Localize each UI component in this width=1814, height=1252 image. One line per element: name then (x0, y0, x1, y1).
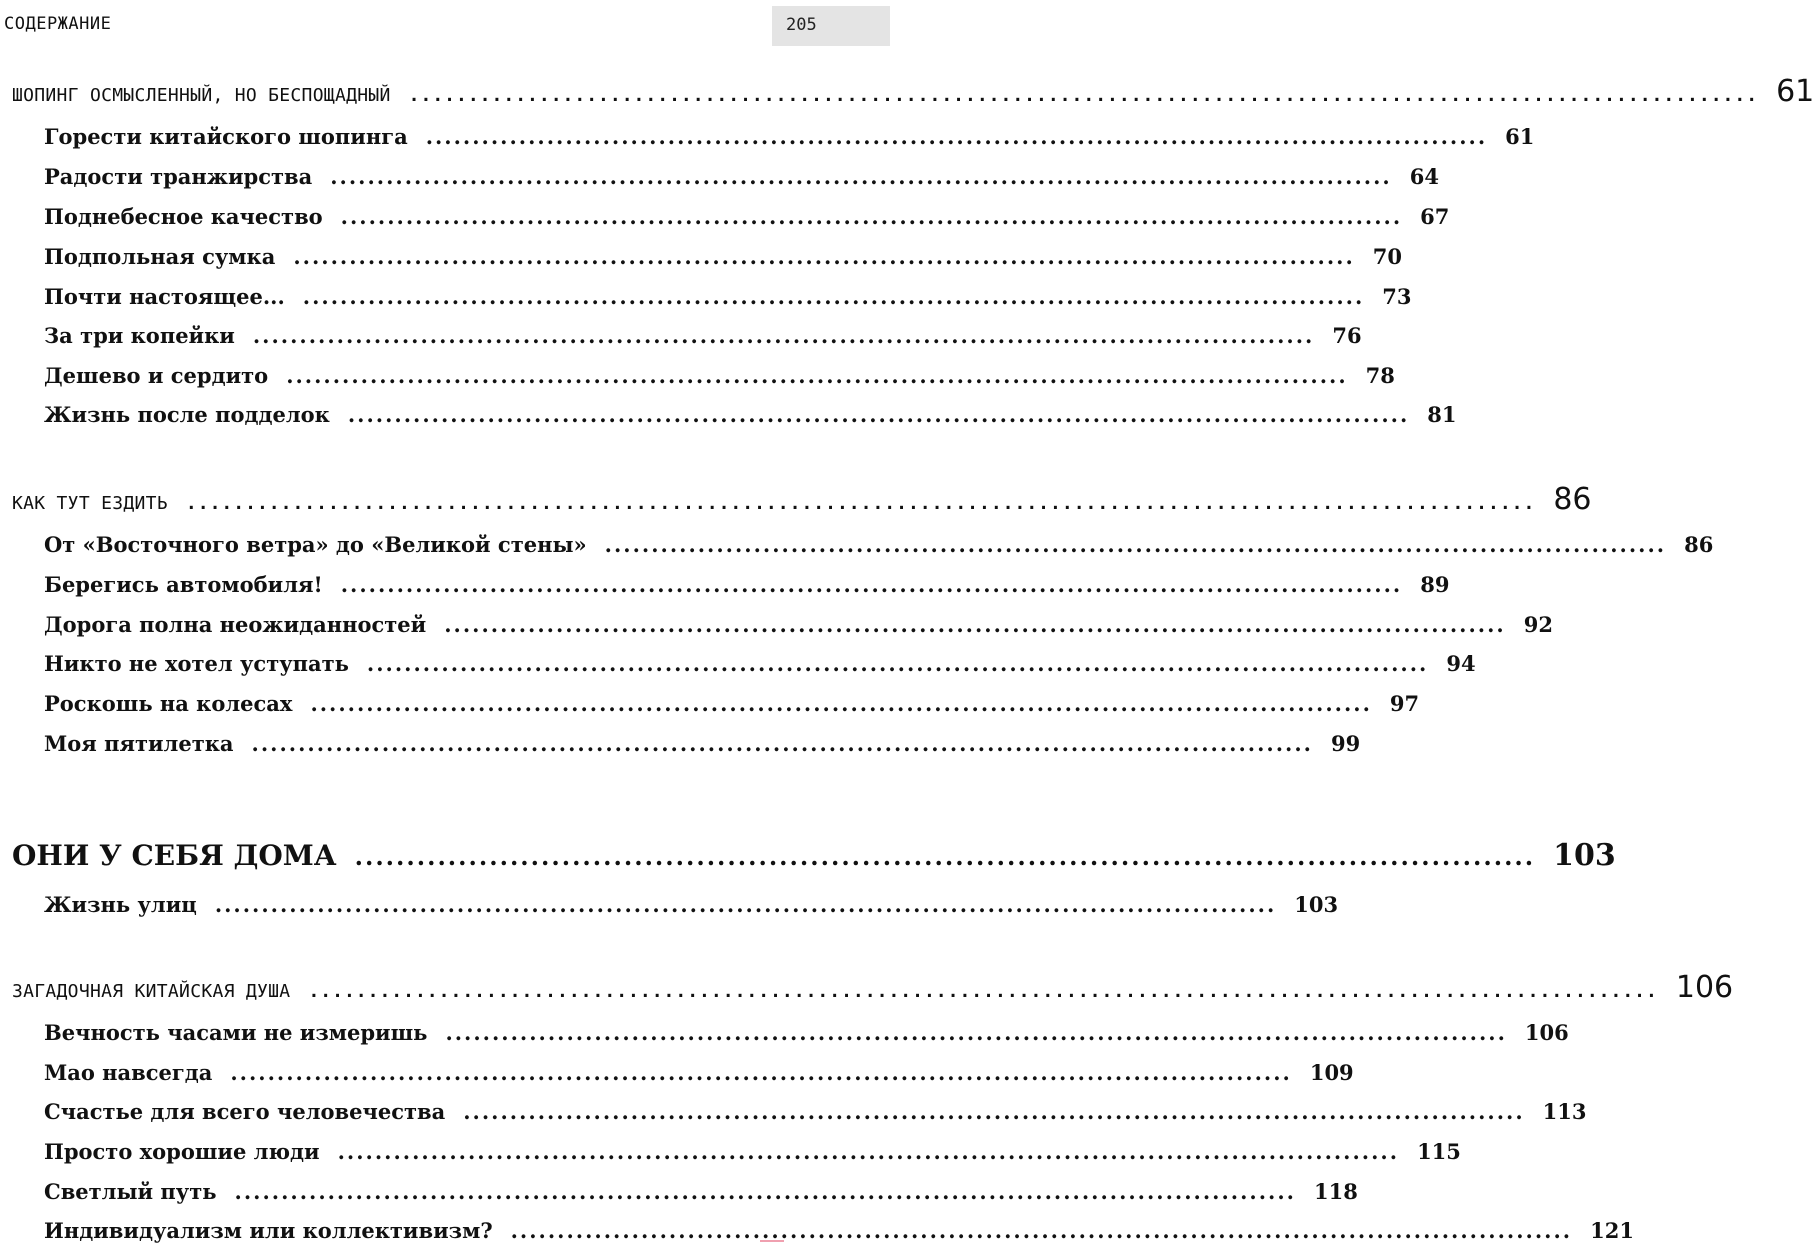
toc-entry-title: Горести китайского шопинга (44, 124, 408, 149)
dot-leader: .................................................................................................................. (463, 1099, 1525, 1124)
dot-leader: .................................................................................................................. (337, 1139, 1400, 1164)
dot-leader: .................................................................................................................. (252, 323, 1315, 348)
toc-entry[interactable] (44, 731, 1361, 765)
toc-entry-page: 97 (1389, 691, 1420, 716)
toc-entry-title: Дешево и сердито (44, 363, 269, 388)
dot-leader: .................................................................................................................. (293, 244, 1355, 269)
toc-section-title: ОНИ У СЕБЯ ДОМА (12, 839, 337, 872)
toc-entry-page: 113 (1542, 1099, 1587, 1124)
toc-section-shopping[interactable] (12, 74, 1814, 114)
toc-entry-title: Подпольная сумка (44, 244, 276, 269)
page-number-box (772, 6, 890, 46)
dot-leader: .................................................................................................................. (445, 1020, 1507, 1045)
toc-entry-title: Роскошь на колесах (44, 691, 293, 716)
toc-entry-title: Моя пятилетка (44, 731, 234, 756)
dot-leader: .................................................................................................................. (604, 532, 1667, 557)
toc-entry[interactable] (44, 124, 1535, 158)
toc-entry-page: 109 (1309, 1060, 1354, 1085)
toc-entry-page: 64 (1409, 164, 1439, 189)
toc-entry[interactable] (44, 1218, 1634, 1252)
crop-mark (760, 1240, 784, 1250)
dot-leader: .................................................................................................................. (286, 363, 1348, 388)
toc-entry-title: Поднебесное качество (44, 204, 323, 229)
dot-leader: .................................................................................................................. (185, 493, 1536, 514)
toc-entry[interactable] (44, 892, 1339, 926)
dot-leader: .................................................................................................................. (408, 85, 1759, 106)
toc-entry[interactable] (44, 284, 1412, 318)
toc-entry-page: 92 (1523, 612, 1553, 637)
toc-entry[interactable] (44, 402, 1457, 436)
toc-section-chinese-soul[interactable] (12, 970, 1734, 1010)
dot-leader: .................................................................................................................. (510, 1218, 1573, 1243)
toc-entry-title: Дорога полна неожиданностей (44, 612, 427, 637)
toc-entry-title: Индивидуализм или коллективизм? (44, 1218, 493, 1243)
toc-section-at-home[interactable] (12, 838, 1616, 886)
toc-entry[interactable] (44, 691, 1420, 725)
toc-entry-title: Мао навсегда (44, 1060, 213, 1085)
toc-entry-title: Почти настоящее... (44, 284, 285, 309)
dot-leader: .................................................................................................................. (230, 1060, 1292, 1085)
toc-entry[interactable] (44, 244, 1403, 278)
toc-entry[interactable] (44, 323, 1362, 357)
toc-entry-page: 73 (1382, 284, 1412, 309)
toc-entry-title: Вечность часами не измеришь (44, 1020, 428, 1045)
toc-entry-page: 99 (1330, 731, 1361, 756)
toc-entry[interactable] (44, 1179, 1358, 1213)
dot-leader: .................................................................................................................. (251, 731, 1313, 756)
toc-entry[interactable] (44, 1099, 1587, 1133)
toc-entry-title: От «Восточного ветра» до «Великой стены» (44, 532, 587, 557)
toc-entry-page: 76 (1332, 323, 1362, 348)
toc-section-page: 106 (1675, 970, 1734, 1005)
toc-entry[interactable] (44, 204, 1450, 238)
dot-leader: .................................................................................................................. (234, 1179, 1296, 1204)
toc-entry[interactable] (44, 1139, 1461, 1173)
dot-leader: .................................................................................................................. (214, 892, 1277, 917)
dot-leader: .................................................................................................................. (302, 284, 1365, 309)
toc-section-page: 103 (1553, 838, 1616, 873)
toc-entry-page: 103 (1294, 892, 1339, 917)
dot-leader: .................................................................................................................. (340, 572, 1403, 597)
dot-leader: .................................................................................................................. (425, 124, 1488, 149)
toc-entry-page: 115 (1417, 1139, 1461, 1164)
dot-leader: .................................................................................................................. (340, 204, 1403, 229)
toc-entry-page: 94 (1446, 651, 1476, 676)
toc-section-page: 61 (1776, 74, 1814, 109)
toc-entry-title: Просто хорошие люди (44, 1139, 320, 1164)
toc-section-title: КАК ТУТ ЕЗДИТЬ (12, 493, 168, 514)
dot-leader: .................................................................................................................. (310, 691, 1372, 716)
dot-leader: .................................................................................................................. (308, 981, 1658, 1002)
dot-leader: .................................................................................................................. (347, 402, 1410, 427)
toc-entry[interactable] (44, 1020, 1569, 1054)
dot-leader: .................................................................................................................. (444, 612, 1506, 637)
toc-section-driving[interactable] (12, 482, 1592, 522)
toc-entry-page: 121 (1590, 1218, 1634, 1243)
toc-entry[interactable] (44, 1060, 1354, 1094)
toc-entry[interactable] (44, 164, 1439, 198)
toc-entry-page: 61 (1505, 124, 1535, 149)
toc-entry-title: За три копейки (44, 323, 235, 348)
toc-entry[interactable] (44, 363, 1395, 397)
toc-entry[interactable] (44, 651, 1476, 685)
toc-section-page: 86 (1553, 482, 1592, 517)
dot-leader: .................................................................................................................. (366, 651, 1429, 676)
dot-leader: .................................................................................................................. (330, 164, 1392, 189)
toc-entry[interactable] (44, 612, 1553, 646)
running-header-title: СОДЕРЖАНИЕ (4, 14, 112, 34)
page-number: 205 (786, 15, 817, 35)
toc-entry-title: Радости транжирства (44, 164, 313, 189)
toc-entry-page: 106 (1524, 1020, 1569, 1045)
toc-entry-title: Берегись автомобиля! (44, 572, 323, 597)
toc-entry-page: 78 (1365, 363, 1395, 388)
toc-entry[interactable] (44, 572, 1450, 606)
toc-entry-title: Счастье для всего человечества (44, 1099, 446, 1124)
dot-leader: .................................................................................................................. (354, 842, 1536, 871)
toc-entry-title: Жизнь улиц (44, 892, 197, 917)
toc-entry-page: 81 (1427, 402, 1457, 427)
toc-entry-page: 89 (1420, 572, 1450, 597)
toc-section-title: ЗАГАДОЧНАЯ КИТАЙСКАЯ ДУША (12, 981, 291, 1002)
toc-entry-title: Жизнь после подделок (44, 402, 330, 427)
toc-entry[interactable] (44, 532, 1714, 566)
toc-entry-page: 70 (1372, 244, 1403, 269)
toc-entry-title: Светлый путь (44, 1179, 217, 1204)
toc-entry-page: 67 (1420, 204, 1450, 229)
toc-entry-page: 86 (1684, 532, 1714, 557)
toc-entry-title: Никто не хотел уступать (44, 651, 349, 676)
toc-section-title: ШОПИНГ ОСМЫСЛЕННЫЙ, НО БЕСПОЩАДНЫЙ (12, 85, 391, 106)
toc-entry-page: 118 (1313, 1179, 1358, 1204)
